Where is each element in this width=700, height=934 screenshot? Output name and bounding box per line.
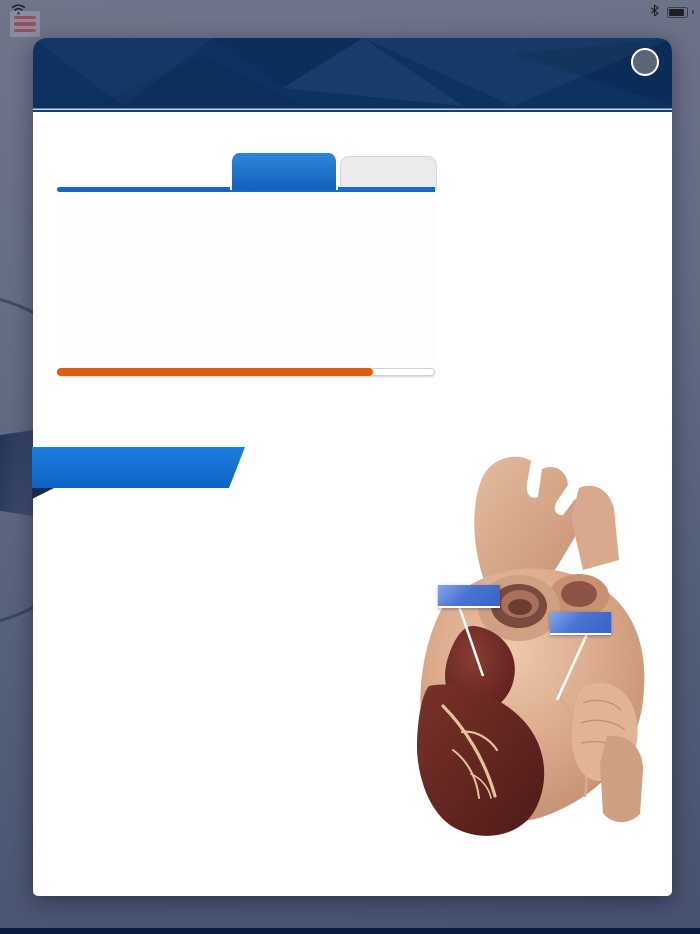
st-depression-row: [57, 163, 63, 178]
battery-icon: [667, 7, 688, 18]
bluetooth-icon: [650, 4, 659, 20]
header-facet-pattern: [33, 38, 672, 106]
status-bar: [0, 0, 700, 22]
header-separator: [33, 106, 672, 113]
quick-tips-ribbon: [32, 447, 245, 488]
lad-artery-label: [438, 585, 500, 608]
ecg-strip-panel[interactable]: [57, 192, 435, 364]
lcx-artery-label: [550, 612, 611, 635]
lesson-card: [33, 38, 672, 896]
tab-mi-waveform[interactable]: [230, 153, 338, 190]
heart-3d-figure: [383, 448, 668, 838]
ecg-waveform-image: [57, 192, 435, 364]
battery-nub: [692, 10, 694, 14]
card-header: [33, 38, 672, 106]
quick-tips-ribbon-fold: [32, 488, 54, 499]
bottom-edge-bar: [0, 928, 700, 934]
hamburger-menu-button[interactable]: [10, 11, 40, 37]
st-elevation-row: [57, 137, 63, 152]
tab-normal-waveform[interactable]: [340, 156, 437, 190]
heart-illustration: [383, 448, 668, 838]
close-button[interactable]: [631, 48, 659, 76]
background-wedge-decoration: [0, 430, 33, 516]
ecg-scrollbar-thumb[interactable]: [57, 368, 373, 376]
